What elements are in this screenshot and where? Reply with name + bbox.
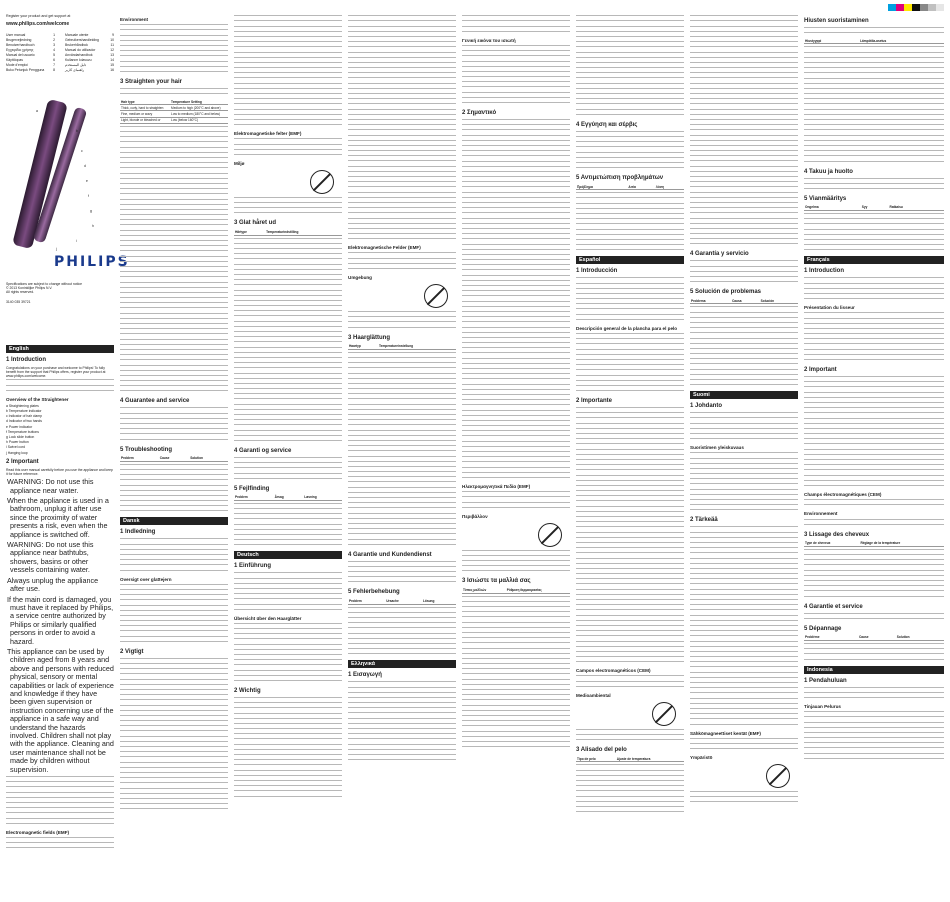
section-title: 5 Solución de problemas [690, 289, 762, 296]
lang-entry: Εγχειρίδιο χρήσης 4 [6, 47, 55, 52]
section-title: 2 Wichtig [234, 687, 261, 694]
section-title: 5 Troubleshooting [120, 446, 172, 453]
section-title: Electromagnetic fields (EMF) [6, 829, 70, 835]
section-title: 1 Introducción [576, 268, 618, 275]
section-title: Champs électromagnétiques (CEM) [804, 491, 882, 497]
lang-entry: دليل المستخدم 15 [65, 62, 114, 67]
language-bar-french: Français [804, 256, 944, 264]
language-bar-german: Deutsch [234, 551, 342, 559]
section-title: 4 Εγγύηση και σέρβις [576, 121, 638, 128]
lang-entry: Kullanım kılavuzu 14 [65, 57, 114, 62]
language-bar-indonesian: Indonesia [804, 666, 944, 674]
section-title: Medioambiental [576, 692, 611, 698]
section-title: 4 Garanti og service [234, 447, 292, 454]
troubleshooting-table: Problem Årsag Løsning [234, 495, 342, 501]
temperature-table: Τύπος μαλλιών Ρύθμιση θερμοκρασίας [462, 587, 570, 593]
section-title: 1 Indledning [120, 529, 156, 536]
lang-entry: Käyttöopas 6 [6, 57, 55, 62]
section-title: 5 Αντιμετώπιση προβλημάτων [576, 175, 664, 182]
section-title: 5 Vianmääritys [804, 195, 847, 202]
document-code: 3140 035 39721 [6, 300, 31, 305]
section-title: 5 Fejlfinding [234, 485, 270, 492]
troubleshooting-table: Problema Causa Solución [690, 298, 798, 304]
section-title: 4 Takuu ja huolto [804, 168, 853, 175]
device-label: h [92, 223, 94, 228]
section-title: 1 Introduction [804, 268, 844, 275]
section-title: Übersicht über den Haarglätter [234, 615, 302, 621]
overview-item: b Temperature indicator [6, 409, 42, 413]
lang-entry: User manual 1 [6, 32, 55, 37]
section-title: 4 Guarantee and service [120, 398, 190, 405]
warning-item: If the main cord is damaged, you must have it replaced by Philips, a service centre authorized by Philips or similarly qualified persons in order to avoid a hazard. [7, 594, 114, 646]
section-title: Sähkömagneettiset kentät (EMF) [690, 730, 761, 736]
warning-item: Always unplug the appliance after use. [7, 575, 99, 594]
section-title: Oversigt over glattejern [120, 576, 172, 582]
language-bar-english: English [6, 345, 114, 353]
section-title: Hiusten suoristaminen [804, 18, 869, 24]
section-title: Elektromagnetiske felter (EMF) [234, 131, 302, 137]
overview-item: g Lock slide button [6, 435, 35, 440]
overview-item: f Temperature buttons [6, 429, 39, 434]
column-cover-english [6, 14, 130, 898]
overview-item: i Swivel cord [6, 445, 26, 450]
device-label: g [90, 208, 92, 213]
overview-item: h Power button [6, 440, 29, 445]
section-title: 3 Lissage des cheveux [804, 531, 870, 538]
language-index [6, 33, 114, 73]
section-title: Γενική εικόνα του ισιωτή [462, 37, 516, 43]
column-5 [462, 14, 570, 898]
section-title: Ympäristö [690, 755, 713, 761]
section-title: Ηλεκτρομαγνητικά Πεδία (EMF) [462, 483, 531, 489]
section-title: 3 Ισιώστε τα μαλλιά σας [462, 578, 531, 585]
warning-item: When the appliance is used in a bathroom, unplug it after use since the proximity of water presents a risk, even when the appliance is switched off. [7, 496, 109, 539]
section-title: 5 Dépannage [804, 625, 842, 632]
section-title: 3 Glat håret ud [234, 220, 277, 227]
column-4 [348, 14, 456, 898]
lang-entry: Buku Petunjuk Pengguna 8 [6, 67, 55, 72]
section-title: 1 Einführung [234, 563, 271, 570]
lang-entry: Manuale utente 9 [65, 32, 114, 37]
lang-entry: راهنمای کاربر 16 [65, 67, 114, 72]
language-bar-finnish: Suomi [690, 391, 798, 399]
column-2 [120, 14, 228, 898]
temperature-table: Haartyp Temperatureinstellung [348, 344, 456, 350]
device-label: i [76, 238, 77, 243]
legal-line: All rights reserved. [6, 290, 35, 295]
section-title: Tinjauan Pelurus [804, 703, 841, 709]
language-bar-spanish: Español [576, 256, 684, 264]
column-7 [690, 14, 798, 898]
section-title: 5 Fehlerbehebung [348, 589, 400, 596]
temperature-table: Hiustyyppi Lämpötila-asetus [804, 38, 944, 44]
troubleshooting-table: Problème Cause Solution [804, 635, 944, 641]
section-title: Elektromagnetische Felder (EMF) [348, 245, 421, 251]
lang-entry: Manual del usuario 5 [6, 52, 55, 57]
section-title: 3 Haarglättung [348, 334, 391, 341]
recycle-bin-crossed-icon [310, 170, 334, 194]
section-title: 2 Important [804, 367, 837, 374]
section-title: 2 Vigtigt [120, 648, 144, 655]
section-title: 2 Important [6, 458, 39, 465]
language-index-left [6, 33, 55, 73]
recycle-bin-crossed-icon [424, 284, 448, 308]
lang-entry: Brugervejledning 2 [6, 37, 55, 42]
section-title: Overview of the Straightener [6, 396, 69, 402]
legal-notice [6, 282, 114, 305]
section-title: Umgebung [348, 275, 372, 280]
section-title: 4 Garantie und Kundendienst [348, 551, 432, 558]
color-calibration-strip [888, 4, 944, 11]
recycle-bin-crossed-icon [538, 523, 562, 547]
language-bar-greek: Ελληνικά [348, 660, 456, 668]
column-8 [804, 14, 944, 898]
troubleshooting-table: Ongelma Syy Ratkaisu [804, 205, 944, 211]
troubleshooting-table: Problem Ursache Lösung [348, 598, 456, 604]
lang-entry: Brukerhåndbok 11 [65, 42, 114, 47]
overview-item: a Straightening plates [6, 403, 39, 408]
section-title: 4 Garantía y servicio [690, 251, 749, 258]
section-title: Descripción general de la plancha para el pelo [576, 325, 678, 331]
section-title: 1 Introduction [6, 356, 46, 363]
important-intro: Read this user manual carefully before you use the appliance and keep it for future reference. [6, 467, 113, 477]
lang-entry: Mode d'emploi 7 [6, 62, 55, 67]
overview-item: e Power indicator [6, 424, 33, 429]
troubleshooting-table: Problem Cause Solution [120, 456, 228, 462]
warning-item: WARNING: Do not use this appliance near water. [7, 477, 94, 495]
lang-entry: Användarhandbok 13 [65, 52, 114, 57]
overview-item: j Hanging loop [6, 450, 28, 455]
legal-line: © 2013 Koninklijke Philips N.V. [6, 286, 53, 291]
section-title: 2 Importante [576, 398, 613, 405]
section-title: Campos electromagnéticos (CEM) [576, 668, 651, 674]
website-url[interactable]: www.philips.com/welcome [6, 21, 70, 28]
section-title: 3 Straighten your hair [120, 78, 183, 85]
language-index-right [65, 33, 114, 73]
device-label: b [76, 128, 78, 133]
straightener-illustration [6, 79, 114, 254]
overview-item: c Indicator of hair clamp [6, 414, 42, 419]
section-title: 4 Garantie et service [804, 603, 863, 610]
section-title: Environnement [804, 511, 838, 517]
section-title: 1 Pendahuluan [804, 677, 847, 684]
temperature-table: Hair type Temperature Setting Thick, curly, hard to straighten Medium to high (200°C and above) Fine, medium or wavy Low to medium (180°C and below) Light, blonde or bleached or Low (below 160°C) [120, 99, 228, 124]
device-label: f [88, 193, 89, 198]
device-label: c [81, 148, 83, 153]
column-3 [234, 14, 342, 898]
recycle-bin-crossed-icon [766, 764, 790, 788]
intro-text: Congratulations on your purchase and welcome to Philips! To fully benefit from the support that Philips offers, register your product at www.philips.com/welcome. [6, 365, 106, 379]
temperature-table: Tipo de pelo Ajuste de temperatura [576, 756, 684, 762]
section-title: 2 Σημαντικό [462, 110, 497, 116]
section-title: 1 Johdanto [690, 403, 723, 410]
temperature-table: Type de cheveux Réglage de la température [804, 541, 944, 547]
register-line: Register your product and get support at [6, 14, 71, 18]
lang-entry: Manual do utilizador 12 [65, 47, 114, 52]
lang-entry: Gebruikershandleiding 10 [65, 37, 114, 42]
device-label: d [84, 163, 86, 168]
overview-item: d Indicator of two hands [6, 419, 43, 424]
device-label: j [56, 246, 57, 251]
language-bar-danish: Dansk [120, 517, 228, 525]
section-title: 2 Tärkeää [690, 517, 718, 524]
section-title: 3 Alisado del pelo [576, 747, 627, 754]
lang-entry: Benutzerhandbuch 3 [6, 42, 55, 47]
warning-item: This appliance can be used by children aged from 8 years and above and persons with reduced physical, sensory or mental capabilities or lack of experience and knowledge if they have been given supervision or instruction concerning use of the appliance in a safe way and understand the hazards involved. Children shall not play with the appliance. Cleaning and user maintenance shall not be made by children without supervision. [7, 646, 114, 774]
section-title: Miljø [234, 160, 245, 166]
section-title: Suoristimen yleiskuvaus [690, 445, 744, 451]
device-label: a [36, 108, 38, 113]
section-title: Περιβάλλον [462, 513, 488, 519]
column-6 [576, 14, 684, 898]
section-title: Environment [120, 17, 149, 22]
section-title: 1 Εισαγωγή [348, 672, 382, 679]
legal-line: Specifications are subject to change without notice [6, 281, 82, 286]
philips-logo: PHILIPS [54, 253, 130, 270]
section-title: Présentation du lisseur [804, 305, 855, 311]
temperature-table: Hårtype Temperaturindstilling [234, 229, 342, 235]
recycle-bin-crossed-icon [652, 702, 676, 726]
device-label: e [86, 178, 88, 183]
warning-item: WARNING: Do not use this appliance near bathtubs, showers, basins or other vessels containing water. [7, 540, 94, 575]
troubleshooting-table: Πρόβλημα Αιτία Λύση [576, 184, 684, 190]
